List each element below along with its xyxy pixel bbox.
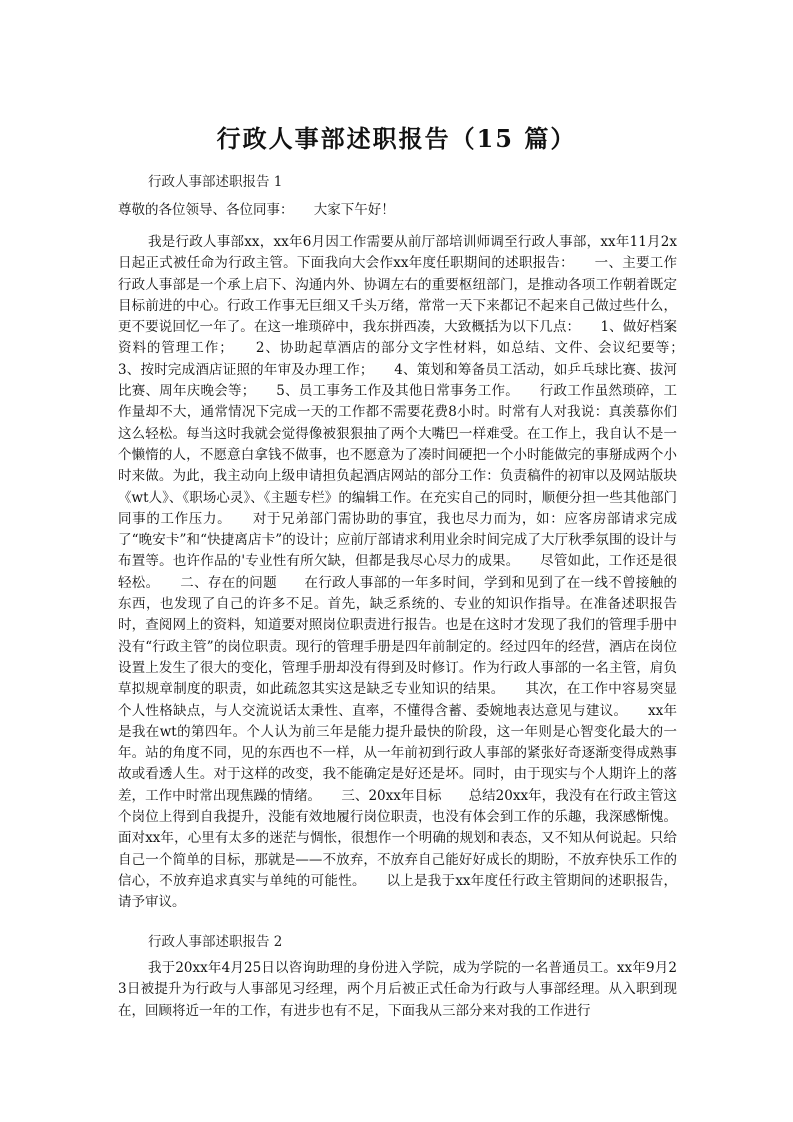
section-2-body: 我于20xx年4月25日以咨询助理的身份进入学院，成为学院的一名普通员工。xx年9月23日被提升为行政与人事部见习经理，两个月后被正式任命为行政与人事部经理。从入职到现在，回顾将近一年的工作，有进步也有不足，下面我从三部分来对我的工作进行 — [118, 960, 677, 1019]
greeting-line: 尊敬的各位领导、各位同事： 大家下午好！ — [118, 202, 395, 218]
section-heading-1: 行政人事部述职报告 1 — [148, 174, 283, 190]
section-1-body: 我是行政人事部xx，xx年6月因工作需要从前厅部培训师调至行政人事部，xx年11月2x日起正式被任命为行政主管。下面我向大会作xx年度任职期间的述职报告： 一、主要工作 行政人事部是一个承上启下、沟通内外、协调左右的重要枢纽部门，是推动各项工作朝着既定目标前进的中心。行政工作事无巨细又千头万绪，常常一天下来都记不起来自己做过些什么，更不要说回忆一年了。在这一堆琐碎中，我东拼西凑，大致概括为以下几点： 1、做好档案资料的管理工作； 2、协助起草酒店的部分文字性材料，如总结、文件、会议纪要等； 3、按时完成酒店证照的年审及办理工作； 4、策划和筹备员工活动，如乒乓球比赛、拔河比赛、周年庆晚会等； 5、员工事务工作及其他日常事务工作。 行政工作虽然琐碎，工作量却不大，通常情况下完成一天的工作都不需要花费8小时。时常有人对我说：真羡慕你们这么轻松。每当这时我就会觉得像被狠狠抽了两个大嘴巴一样难受。在工作上，我自认不是一个懒惰的人，不愿意白拿钱不做事，也不愿意为了凑时间硬把一个小时能做完的事掰成两个小时来做。为此，我主动向上级申请担负起酒店网站的部分工作：负责稿件的初审以及网站版块《wt人》、《职场心灵》、《主题专栏》的编辑工作。在充实自己的同时，顺便分担一些其他部门同事的工作压力。 对于兄弟部门需协助的事宜，我也尽力而为，如：应客房部请求完成了“晚安卡”和“快捷离店卡”的设计；应前厅部请求利用业余时间完成了大厅秋季氛围的设计与布置等。也许作品的'专业性有所欠缺，但都是我尽心尽力的成果。 尽管如此，工作还是很轻松。 二、存在的问题 在行政人事部的一年多时间，学到和见到了在一线不曾接触的东西，也发现了自己的许多不足。首先，缺乏系统的、专业的知识作指导。在准备述职报告时，查阅网上的资料，知道要对照岗位职责进行报告。也是在这时才发现了我们的管理手册中没有“行政主管”的岗位职责。现行的管理手册是四年前制定的。经过四年的经营，酒店在岗位设置上发生了很大的变化，管理手册却没有得到及时修订。作为行政人事部的一名主管，肩负草拟规章制度的职责，如此疏忽其实这是缺乏专业知识的结果。 其次，在工作中容易突显个人性格缺点，与人交流说话太秉性、直率，不懂得含蓄、委婉地表达意见与建议。 xx年是我在wt的第四年。个人认为前三年是能力提升最快的阶段，这一年则是心智变化最大的一年。站的角度不同，见的东西也不一样，从一年前初到行政人事部的紧张好奇逐渐变得成熟事故或看透人生。对于这样的改变，我不能确定是好还是坏。同时，由于现实与个人期许上的落差，工作中时常出现焦躁的情绪。 三、20xx年目标 总结20xx年，我没有在行政主管这个岗位上得到自我提升，没能有效地履行岗位职责，也没有体会到工作的乐趣，我深感惭愧。面对xx年，心里有太多的迷茫与惆怅，很想作一个明确的规划和表态，又不知从何说起。只给自己一个简单的目标，那就是——不放弃，不放弃自己能好好成长的期盼，不放弃快乐工作的信心，不放弃追求真实与单纯的可能性。 以上是我于xx年度任行政主管期间的述职报告，请予审议。 — [118, 234, 704, 911]
document-title: 行政人事部述职报告（15 篇） — [216, 124, 577, 153]
section-heading-2: 行政人事部述职报告 2 — [148, 934, 283, 950]
